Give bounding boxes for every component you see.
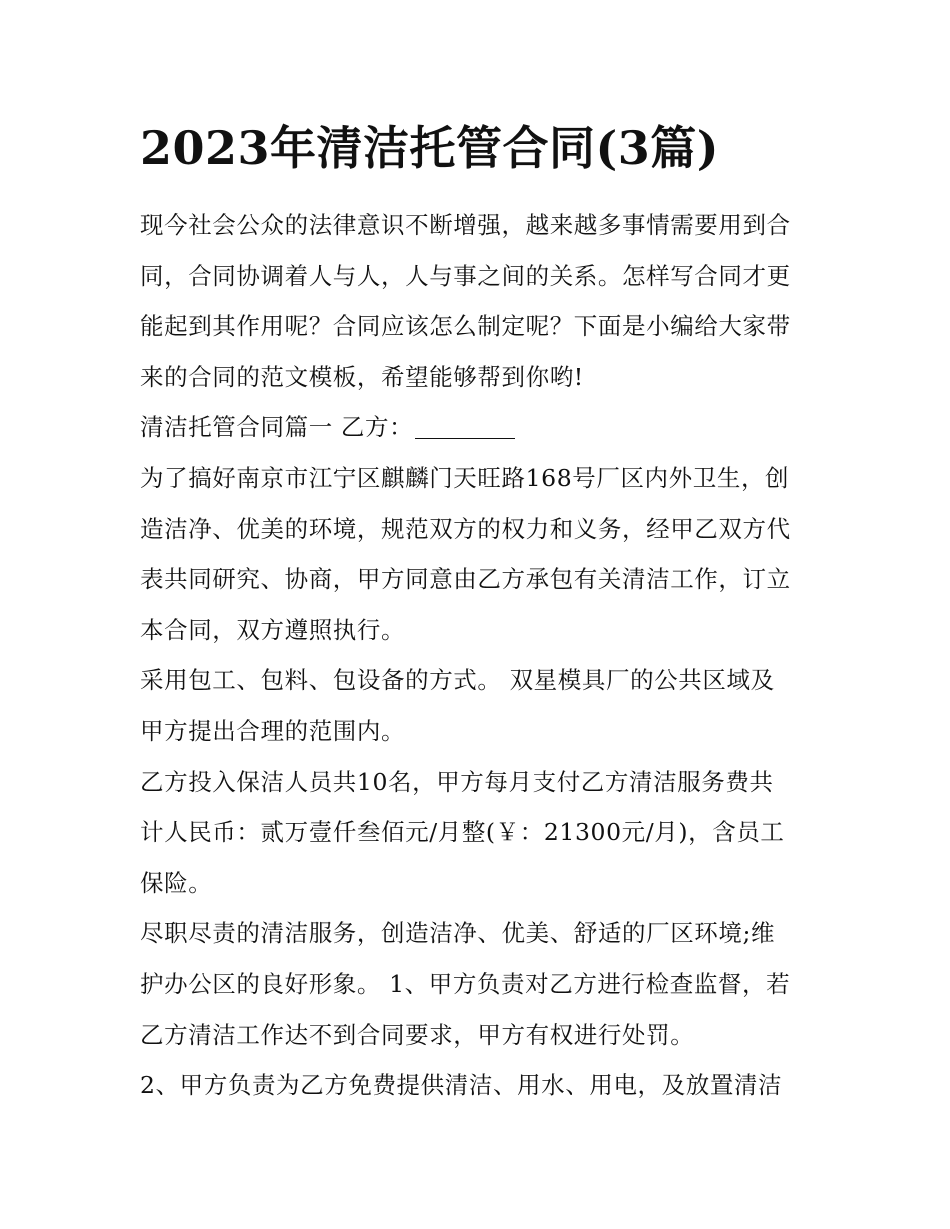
body-line: 为了搞好南京市江宁区麒麟门天旺路168号厂区内外卫生，创 [140, 463, 790, 492]
body-line: 尽职尽责的清洁服务，创造洁净、优美、舒适的厂区环境;维 [140, 919, 776, 948]
party-b-line [140, 402, 820, 453]
document-body [140, 200, 820, 1111]
body-line: 现今社会公众的法律意识不断增强，越来越多事情需要用到合 [140, 211, 791, 239]
body-line: 保险。 [140, 868, 213, 897]
party-b-label: 清洁托管合同篇一 乙方： [140, 413, 414, 442]
party-b-blank [415, 414, 515, 439]
body-line: 乙方投入保洁人员共10名，甲方每月支付乙方清洁服务费共 [140, 767, 774, 796]
body-line: 本合同，双方遵照执行。 [140, 615, 406, 644]
body-line: 2、甲方负责为乙方免费提供清洁、用水、用电，及放置清洁 [140, 1071, 783, 1100]
body-line: 采用包工、包料、包设备的方式。 双星模具厂的公共区域及 [140, 666, 775, 695]
body-line: 同，合同协调着人与人，人与事之间的关系。怎样写合同才更 [140, 261, 791, 290]
body-line: 造洁净、优美的环境，规范双方的权力和义务，经甲乙双方代 [140, 514, 791, 543]
body-line: 计人民币：贰万壹仟叁佰元/月整(￥：21300元/月)，含员工 [140, 818, 785, 847]
document-title: 2023年清洁托管合同(3篇) [140, 121, 720, 175]
body-line: 来的合同的范文模板，希望能够帮到你哟! [140, 362, 584, 391]
body-line: 护办公区的良好形象。 1、甲方负责对乙方进行检查监督，若 [140, 969, 791, 998]
body-line: 表共同研究、协商，甲方同意由乙方承包有关清洁工作，订立 [140, 565, 791, 594]
body-line: 能起到其作用呢？合同应该怎么制定呢？下面是小编给大家带 [140, 312, 791, 341]
body-line: 乙方清洁工作达不到合同要求，甲方有权进行处罚。 [140, 1020, 695, 1049]
body-line: 甲方提出合理的范围内。 [140, 716, 406, 745]
